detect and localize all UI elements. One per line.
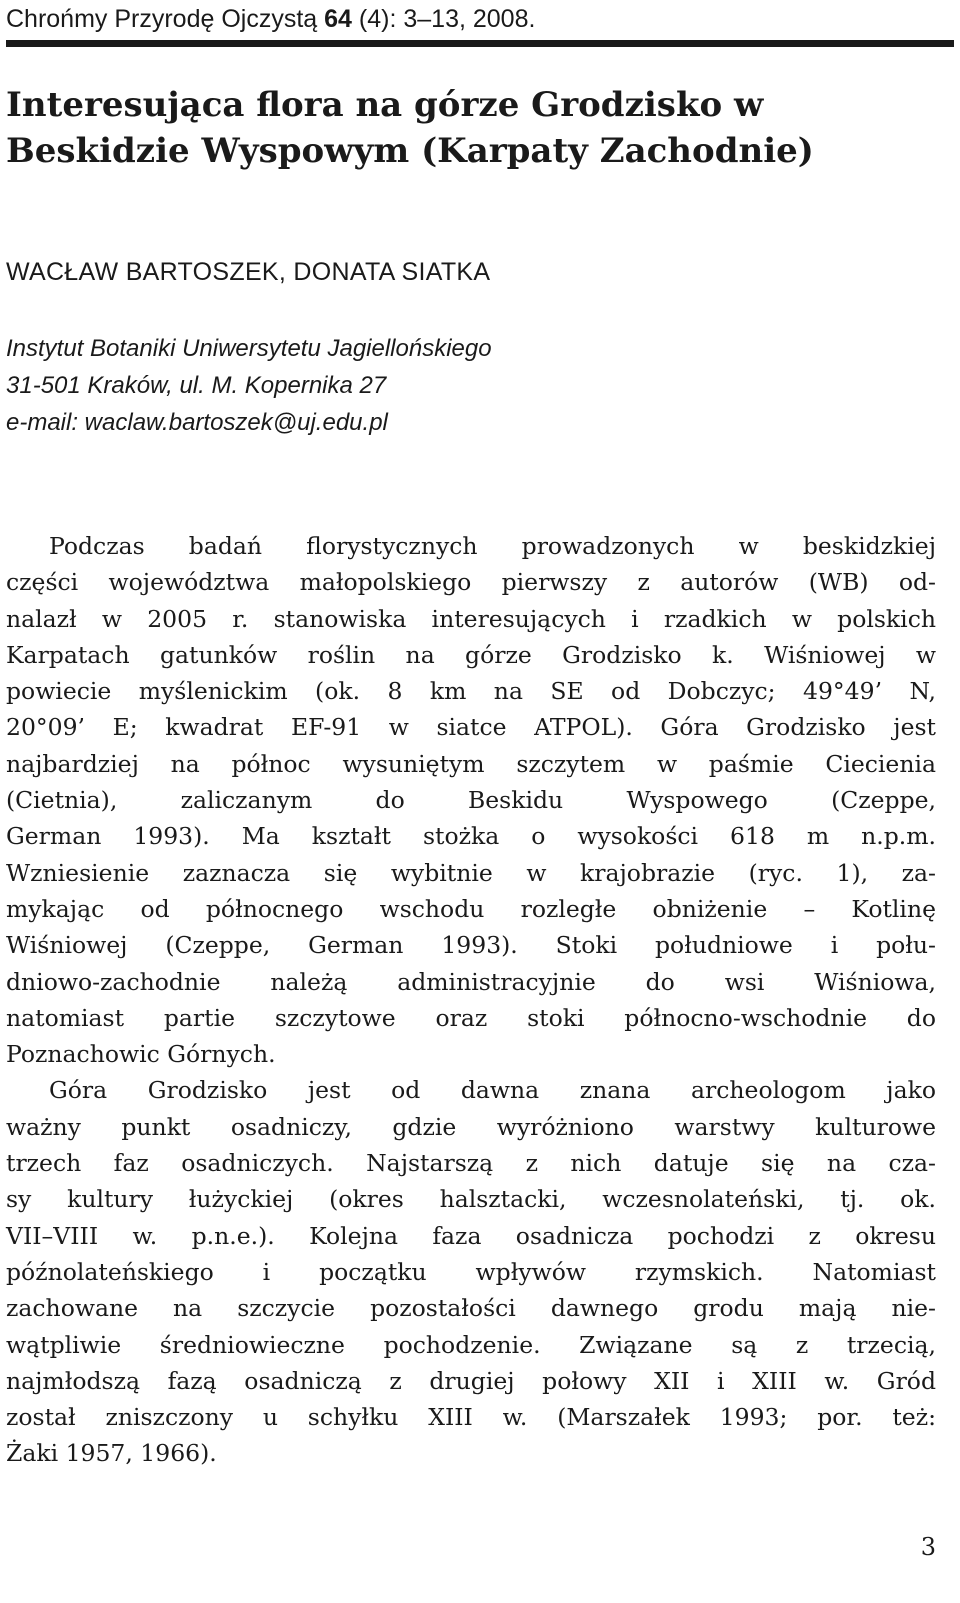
page-number: 3 (920, 1533, 936, 1561)
body-line: trzech faz osadniczych. Najstarszą z nich datuje się na cza- (6, 1149, 936, 1178)
journal-citation (6, 4, 535, 34)
body-line: Poznachowic Górnych. (6, 1040, 276, 1069)
body-line: natomiast partie szczytowe oraz stoki północno-wschodnie do (6, 1003, 936, 1032)
body-line: Góra Grodzisko jest od dawna znana archeologom jako (49, 1076, 936, 1105)
body-line: zachowane na szczycie pozostałości dawnego grodu mają nie- (6, 1294, 936, 1323)
body-line: nalazł w 2005 r. stanowiska interesujących i rzadkich w polskich (6, 604, 936, 633)
body-line: najbardziej na północ wysuniętym szczytem w paśmie Ciecienia (6, 749, 936, 778)
body-line: (Cietnia), zaliczanym do Beskidu Wyspowego (Czeppe, (6, 786, 936, 815)
body-line: Żaki 1957, 1966). (6, 1439, 217, 1468)
journal-volume: 64 (324, 5, 352, 33)
body-line: sy kultury łużyckiej (okres halsztacki, wczesnolateński, tj. ok. (6, 1185, 936, 1214)
article-title: Interesująca flora na górze Grodzisko w Beskidzie Wyspowym (Karpaty Zachodnie) (6, 85, 814, 171)
body-line: Podczas badań florystycznych prowadzonych w beskidzkiej (49, 532, 936, 560)
body-line: dniowo-zachodnie należą administracyjnie do wsi Wiśniowa, (6, 967, 936, 996)
journal-issue-pages: (4): 3–13, 2008. (358, 5, 536, 33)
affiliation-email: e-mail: waclaw.bartoszek@uj.edu.pl (6, 409, 388, 436)
body-line: 20°09’ E; kwadrat EF-91 w siatce ATPOL). Góra Grodzisko jest (6, 713, 936, 742)
article-authors: WACŁAW BARTOSZEK, DONATA SIATKA (6, 258, 491, 286)
body-paragraph (6, 528, 936, 1072)
article-body (6, 528, 936, 1472)
affiliation-institute: Instytut Botaniki Uniwersytetu Jagiellońskiego (6, 335, 492, 362)
body-line: VII–VIII w. p.n.e.). Kolejna faza osadnicza pochodzi z okresu (6, 1221, 936, 1250)
body-line: powiecie myślenickim (ok. 8 km na SE od Dobczyc; 49°49’ N, (6, 677, 936, 706)
body-line: ważny punkt osadniczy, gdzie wyróżniono warstwy kulturowe (6, 1112, 936, 1141)
body-line: mykając od północnego wschodu rozległe obniżenie – Kotlinę (6, 894, 936, 923)
body-line: wątpliwie średniowieczne pochodzenie. Związane są z trzecią, (6, 1330, 936, 1359)
body-line: późnolateńskiego i początku wpływów rzymskich. Natomiast (6, 1257, 936, 1286)
author-affiliation (6, 330, 492, 441)
body-line: Wzniesienie zaznacza się wybitnie w krajobrazie (ryc. 1), za- (6, 858, 936, 887)
body-paragraph (6, 1072, 936, 1471)
body-line: Karpatach gatunków roślin na górze Grodzisko k. Wiśniowej w (6, 640, 936, 669)
journal-name: Chrońmy Przyrodę Ojczystą (6, 5, 318, 33)
body-line: został zniszczony u schyłku XIII w. (Marszałek 1993; por. też: (6, 1403, 936, 1432)
body-line: części województwa małopolskiego pierwszy z autorów (WB) od- (6, 568, 936, 597)
header-rule (6, 40, 954, 47)
affiliation-address: 31-501 Kraków, ul. M. Kopernika 27 (6, 372, 387, 399)
body-line: German 1993). Ma kształt stożka o wysokości 618 m n.p.m. (6, 822, 936, 851)
body-line: najmłodszą fazą osadniczą z drugiej połowy XII i XIII w. Gród (6, 1366, 936, 1395)
body-line: Wiśniowej (Czeppe, German 1993). Stoki południowe i połu- (6, 931, 936, 960)
